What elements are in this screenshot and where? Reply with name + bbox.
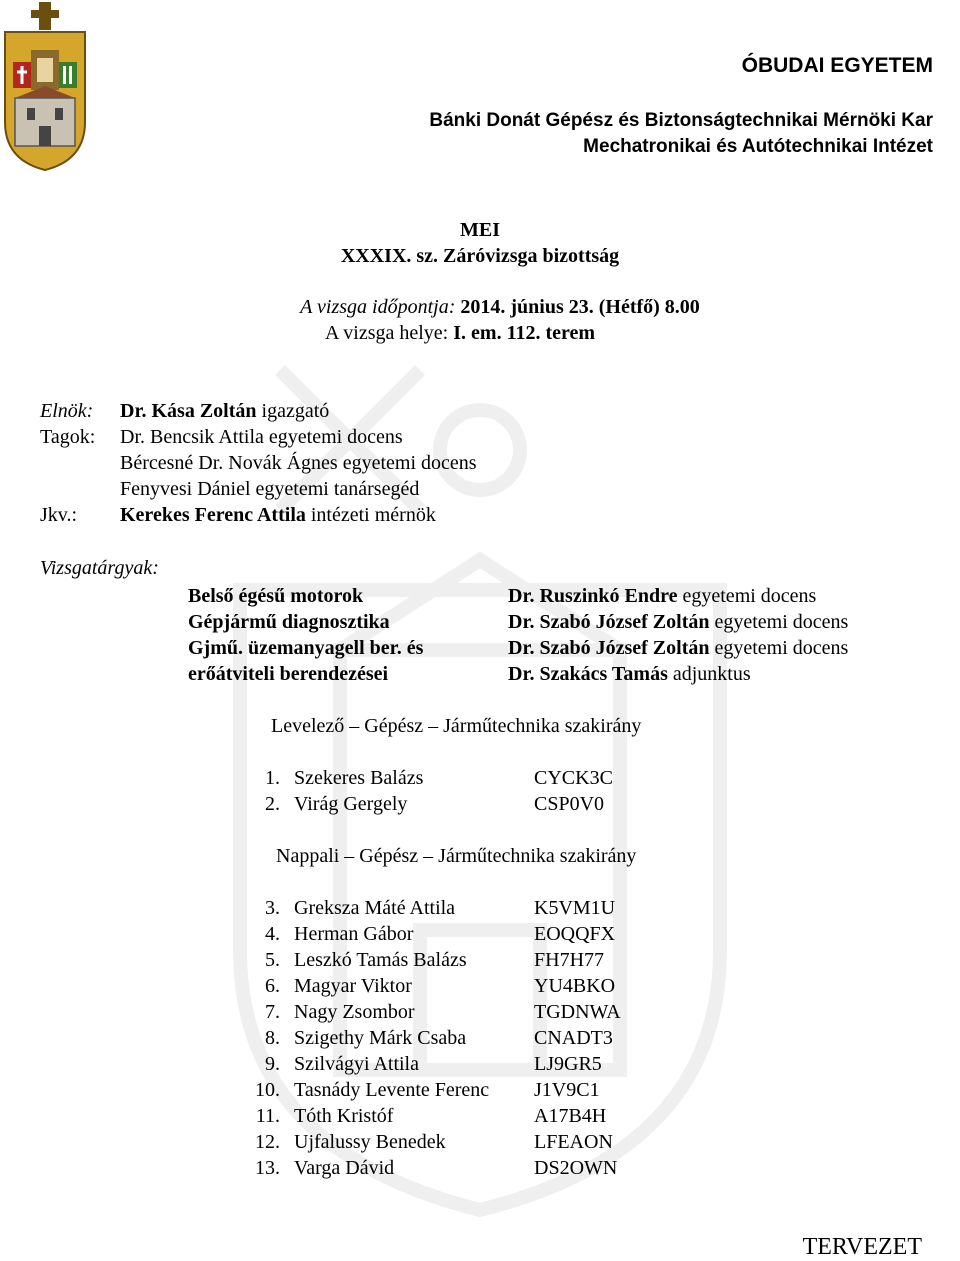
member-1: Dr. Bencsik Attila egyetemi docens (120, 426, 403, 448)
student-code: CSP0V0 (534, 793, 605, 815)
chair (120, 398, 329, 424)
members-label: Tagok: (40, 426, 96, 448)
exam-place-value: I. em. 112. terem (453, 322, 596, 344)
student-name: Szigethy Márk Csaba (294, 1027, 467, 1049)
student-code: TGDNWA (534, 1001, 621, 1023)
subject-4: erőátviteli berendezései (188, 663, 389, 685)
chair-name: Dr. Kása Zoltán (120, 400, 257, 422)
exam-place-label: A vizsga helye: (324, 322, 449, 344)
examiner-3 (508, 635, 848, 661)
examiner-3-name: Dr. Szabó József Zoltán (508, 637, 710, 659)
exam-date-value: 2014. június 23. (Hétfő) 8.00 (460, 296, 700, 318)
examiner-4-name: Dr. Szakács Tamás (508, 663, 668, 685)
student-code: K5VM1U (534, 897, 616, 919)
student-code: LFEAON (534, 1131, 613, 1153)
recorder-name: Kerekes Ferenc Attila (120, 504, 306, 526)
student-number: 8. (265, 1027, 280, 1049)
student-number: 2. (265, 793, 280, 815)
examiner-2-title: egyetemi docens (714, 611, 849, 633)
subjects-label: Vizsgatárgyak: (40, 557, 159, 579)
student-code: FH7H77 (534, 949, 605, 971)
student-number: 9. (265, 1053, 280, 1075)
committee-code: MEI (460, 219, 500, 241)
student-name: Szekeres Balázs (294, 767, 424, 789)
student-number: 7. (265, 1001, 280, 1023)
student-name: Ujfalussy Benedek (294, 1131, 446, 1153)
member-3: Fenyvesi Dániel egyetemi tanársegéd (120, 478, 420, 500)
institute-name: Mechatronikai és Autótechnikai Intézet (583, 136, 933, 157)
student-number: 11. (255, 1105, 280, 1127)
student-number: 4. (265, 923, 280, 945)
student-name: Nagy Zsombor (294, 1001, 415, 1023)
student-code: A17B4H (534, 1105, 607, 1127)
student-code: EOQQFX (534, 923, 616, 945)
student-number: 6. (265, 975, 280, 997)
university-crest-icon (3, 2, 87, 172)
student-name: Tasnády Levente Ferenc (294, 1079, 490, 1101)
student-number: 10. (255, 1079, 280, 1101)
group-heading-nappali: Nappali – Gépész – Járműtechnika szakirány (276, 845, 637, 867)
recorder (120, 502, 436, 528)
student-name: Varga Dávid (294, 1157, 395, 1179)
subject-1: Belső égésű motorok (188, 585, 364, 607)
student-code: LJ9GR5 (534, 1053, 602, 1075)
student-name: Herman Gábor (294, 923, 414, 945)
student-number: 1. (265, 767, 280, 789)
recorder-label: Jkv.: (40, 504, 78, 526)
student-number: 13. (255, 1157, 280, 1179)
examiner-2 (508, 609, 848, 635)
student-code: CYCK3C (534, 767, 613, 789)
examiner-1-title: egyetemi docens (682, 585, 817, 607)
exam-date (0, 296, 960, 319)
student-code: CNADT3 (534, 1027, 613, 1049)
student-name: Szilvágyi Attila (294, 1053, 419, 1075)
recorder-title: intézeti mérnök (310, 504, 436, 526)
group-heading-levelezo: Levelező – Gépész – Járműtechnika szakirány (271, 715, 642, 737)
student-code: YU4BKO (534, 975, 616, 997)
chair-label: Elnök: (40, 400, 94, 422)
examiner-4-title: adjunktus (672, 663, 751, 685)
student-number: 3. (265, 897, 280, 919)
student-name: Greksza Máté Attila (294, 897, 456, 919)
faculty-name: Bánki Donát Gépész és Biztonságtechnikai Mérnöki Kar (429, 110, 933, 131)
examiner-1 (508, 583, 816, 609)
examiner-2-name: Dr. Szabó József Zoltán (508, 611, 710, 633)
member-2: Bércesné Dr. Novák Ágnes egyetemi docens (120, 452, 477, 474)
chair-title: igazgató (261, 400, 330, 422)
exam-place (0, 322, 920, 345)
university-name: ÓBUDAI EGYETEM (741, 54, 933, 77)
subject-2: Gépjármű diagnosztika (188, 611, 390, 633)
student-number: 5. (265, 949, 280, 971)
student-code: DS2OWN (534, 1157, 618, 1179)
student-name: Magyar Viktor (294, 975, 412, 997)
exam-date-label: A vizsga időpontja: (300, 296, 456, 318)
committee-title: XXXIX. sz. Záróvizsga bizottság (340, 245, 620, 267)
student-name: Tóth Kristóf (294, 1105, 394, 1127)
draft-status: TERVEZET (802, 1234, 922, 1260)
examiner-3-title: egyetemi docens (714, 637, 849, 659)
student-number: 12. (255, 1131, 280, 1153)
student-code: J1V9C1 (534, 1079, 600, 1101)
subject-3: Gjmű. üzemanyagell ber. és (188, 637, 424, 659)
examiner-1-name: Dr. Ruszinkó Endre (508, 585, 678, 607)
examiner-4 (508, 661, 751, 687)
student-name: Virág Gergely (294, 793, 408, 815)
student-name: Leszkó Tamás Balázs (294, 949, 467, 971)
